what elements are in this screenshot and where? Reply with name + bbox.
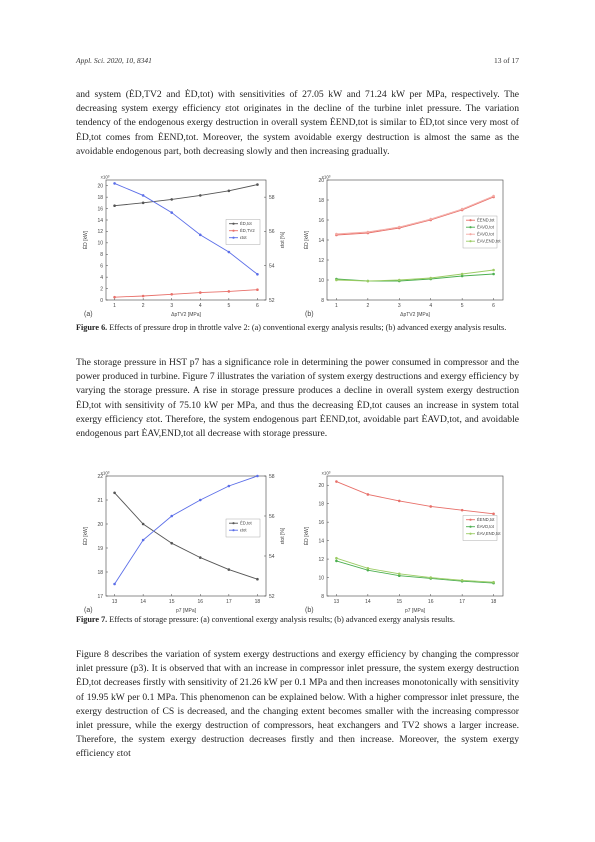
x-tick-label: 13: [333, 599, 340, 605]
y-tick-label: 18: [318, 197, 324, 204]
data-point: [199, 291, 202, 294]
panel-label: (a): [84, 311, 93, 318]
data-point: [228, 290, 231, 293]
data-point: [113, 583, 116, 586]
legend-entry: ĖD,TV2: [240, 228, 255, 233]
data-point: [170, 293, 173, 296]
data-point: [256, 273, 259, 276]
y2-tick-label: 56: [269, 513, 275, 520]
data-point: [199, 194, 202, 197]
x-tick-label: 2: [141, 303, 145, 309]
figure-6b-chart: [299, 172, 517, 322]
data-point: [429, 218, 432, 221]
figure-7a-chart: [78, 468, 296, 618]
data-point: [142, 194, 145, 197]
data-point: [429, 576, 432, 579]
x-tick-label: 3: [397, 303, 401, 309]
data-point: [367, 231, 370, 234]
legend-entry: εtot: [240, 527, 247, 533]
figure-7b-chart: [299, 468, 517, 618]
figure-6: [76, 172, 519, 322]
data-point: [367, 493, 370, 496]
y-tick-label: 21: [97, 497, 103, 504]
y-axis-label: ĖD [kW]: [304, 526, 310, 546]
data-point: [335, 279, 338, 282]
y-tick-label: 10: [318, 277, 324, 284]
y-tick-label: 14: [318, 538, 324, 545]
figure-6-caption: [76, 322, 519, 334]
x-tick-label: 5: [460, 303, 464, 309]
y-axis-label: ĖD [kW]: [83, 526, 89, 546]
x-tick-label: 18: [254, 599, 261, 605]
figure-7-caption-label: Figure 7.: [76, 615, 108, 624]
data-point: [492, 273, 495, 276]
y-tick-label: 20: [318, 483, 324, 490]
data-point: [228, 568, 231, 571]
data-point: [199, 499, 202, 502]
data-point: [142, 539, 145, 542]
legend-marker: [469, 526, 471, 528]
data-point: [142, 523, 145, 526]
x-tick-label: 15: [396, 599, 403, 605]
data-point: [170, 515, 173, 518]
legend-entry: ĖEND,tot: [477, 217, 495, 223]
data-point: [429, 505, 432, 508]
legend-marker: [232, 223, 234, 225]
x-tick-label: 2: [366, 303, 370, 309]
data-point: [492, 269, 495, 272]
data-point: [492, 581, 495, 584]
x-tick-label: 1: [113, 303, 116, 309]
data-point: [228, 190, 231, 193]
data-point: [113, 492, 116, 495]
legend-marker: [469, 233, 471, 235]
y2-tick-label: 54: [269, 553, 275, 560]
y2-axis-label: εtot [%]: [280, 231, 286, 249]
data-point: [256, 288, 259, 291]
x-tick-label: 15: [168, 599, 175, 605]
x-axis-label: p7 [MPa]: [175, 608, 197, 614]
data-point: [429, 277, 432, 280]
legend-marker: [469, 219, 471, 221]
page-number: 13 of 17: [494, 56, 519, 65]
legend-marker: [232, 522, 234, 524]
x-tick-label: 17: [459, 599, 465, 605]
journal-reference: Appl. Sci. 2020, 10, 8341: [76, 56, 152, 65]
legend-entry: ĖAVD,tot: [477, 231, 494, 237]
y-tick-label: 19: [97, 545, 103, 552]
legend-marker: [232, 237, 234, 239]
y-tick-label: 18: [318, 501, 324, 508]
data-point: [398, 279, 401, 282]
data-point: [228, 251, 231, 254]
y-tick-label: 4: [100, 274, 103, 281]
figure-7-caption: [76, 614, 519, 626]
legend-marker: [232, 230, 234, 232]
y-tick-label: 8: [321, 297, 324, 304]
data-point: [398, 226, 401, 229]
legend-marker: [232, 529, 234, 531]
y2-tick-label: 58: [269, 473, 275, 480]
axis-exponent: x10³: [321, 470, 331, 476]
y-tick-label: 18: [97, 194, 103, 201]
y2-tick-label: 52: [269, 297, 275, 304]
x-tick-label: 6: [492, 303, 495, 309]
y-tick-label: 16: [97, 206, 103, 213]
data-point: [170, 542, 173, 545]
panel-label: (b): [305, 311, 314, 318]
y-tick-label: 16: [318, 217, 324, 224]
data-point: [335, 480, 338, 483]
figure-7: [76, 468, 519, 618]
data-point: [461, 208, 464, 211]
y2-tick-label: 58: [269, 194, 275, 201]
data-point: [461, 579, 464, 582]
legend-entry: εtot: [240, 235, 247, 240]
x-axis-label: ΔpTV2 [MPa]: [400, 312, 430, 318]
figure-6a-chart: [78, 172, 296, 322]
data-point: [113, 296, 116, 299]
y2-tick-label: 52: [269, 593, 275, 600]
data-point: [492, 513, 495, 516]
data-point: [461, 509, 464, 512]
data-point: [492, 195, 495, 198]
legend-entry: ĖEND,tot: [477, 517, 495, 522]
data-point: [256, 183, 259, 186]
data-point: [335, 557, 338, 560]
legend-marker: [469, 533, 471, 535]
y-tick-label: 0: [100, 297, 103, 304]
paragraph-1: and system (ĖD,TV2 and ĖD,tot) with sensitivities of 27.05 kW and 71.24 kW per MPa, respectively. The decreasing system exergy efficiency εtot originates in the decline of the turbine inlet pressure. The variation tendency of the endogenous exergy destruction in overall system ĖEND,tot is similar to ĖD,tot since very most of ĖD,tot comes from ĖEND,tot. Moreover, the system avoidable exergy destruction is almost the same as the avoidable endogenous part, both decreasing slowly and then increasing gradually.: [76, 89, 519, 157]
y-tick-label: 20: [318, 177, 324, 184]
data-point: [256, 475, 259, 478]
y-tick-label: 12: [97, 229, 103, 236]
data-point: [256, 578, 259, 581]
figure-6-caption-text: Effects of pressure drop in throttle valve 2: (a) conventional exergy analysis results; (b) advanced exergy analysis results.: [109, 323, 507, 332]
y-tick-label: 6: [100, 263, 103, 270]
data-point: [461, 273, 464, 276]
y-tick-label: 12: [318, 257, 324, 264]
legend-entry: ĖAVD,tot: [477, 224, 494, 230]
y2-tick-label: 56: [269, 229, 275, 236]
y-tick-label: 16: [318, 519, 324, 526]
x-tick-label: 4: [429, 303, 433, 309]
paragraph-2: The storage pressure in HST p7 has a significance role in determining the power consumed in compressor and the power produced in turbine. Figure 7 illustrates the variation of system exergy destructions and exergy efficiency by varying the storage pressure. A rise in storage pressure produces a decline in overall system exergy destruction ĖD,tot with sensitivity of 75.10 kW per MPa, and thus the decreasing ĖD,tot causes an increase in system total exergy efficiency εtot. Therefore, the system endogenous part ĖEND,tot, avoidable part ĖAVD,tot, and avoidable endogenous part ĖAV,END,tot all decrease with storage pressure.: [76, 357, 519, 440]
y-tick-label: 22: [97, 473, 103, 480]
data-point: [398, 573, 401, 576]
axis-exponent: x10³: [100, 174, 110, 180]
legend-entry: ĖD,tot: [240, 520, 252, 526]
y-tick-label: 10: [318, 575, 324, 582]
data-point: [113, 204, 116, 207]
panel-label: (a): [84, 607, 93, 614]
page-header: [76, 56, 519, 65]
x-tick-label: 13: [111, 599, 118, 605]
figure-7-caption-text: Effects of storage pressure: (a) conventional exergy analysis results; (b) advanced exergy analysis results.: [109, 615, 455, 624]
legend-entry: ĖAV,END,tot: [477, 531, 501, 536]
data-point: [228, 485, 231, 488]
x-tick-label: 14: [365, 599, 371, 605]
y-tick-label: 14: [97, 217, 103, 224]
y-tick-label: 18: [97, 569, 103, 576]
legend-marker: [469, 240, 471, 242]
paragraph-3: Figure 8 describes the variation of system exergy destructions and exergy efficiency by changing the compressor inlet pressure (p3). It is observed that with an increase in compressor inlet pressure, the system exergy destruction ĖD,tot decreases firstly with sensitivity of 21.26 kW per 0.1 MPa and then increases monotonically with sensitivity of 19.95 kW per 0.1 MPa. This phenomenon can be explained below. With a higher compressor inlet pressure, the exergy destruction of CS is decreased, and the changing extent becomes smaller with the increasing compressor inlet pressure, while the exergy destruction of compressors, heat exchangers and TV2 shows a larger increase. Therefore, the system exergy destruction decreases firstly and then increase. Moreover, the system exergy efficiency εtot: [76, 649, 519, 760]
data-point: [170, 198, 173, 201]
x-tick-label: 16: [427, 599, 434, 605]
x-tick-label: 4: [198, 303, 202, 309]
legend-entry: ĖAVD,tot: [477, 524, 494, 529]
x-tick-label: 6: [256, 303, 259, 309]
data-point: [142, 202, 145, 205]
legend-marker: [469, 519, 471, 521]
x-tick-label: 17: [226, 599, 232, 605]
axis-exponent: x10³: [100, 470, 110, 476]
legend-entry: ĖAV,END,tot: [477, 238, 501, 244]
y-tick-label: 20: [97, 183, 103, 190]
data-point: [398, 500, 401, 503]
y2-axis-label: εtot [%]: [280, 527, 286, 545]
data-point: [113, 182, 116, 185]
data-point: [335, 233, 338, 236]
y-tick-label: 2: [100, 286, 103, 293]
y-tick-label: 20: [97, 521, 103, 528]
y-tick-label: 12: [318, 556, 324, 563]
data-point: [199, 556, 202, 559]
x-tick-label: 3: [170, 303, 174, 309]
data-point: [170, 211, 173, 214]
legend-entry: ĖD,tot: [240, 221, 252, 226]
data-point: [142, 295, 145, 298]
x-tick-label: 5: [227, 303, 231, 309]
x-tick-label: 18: [490, 599, 497, 605]
axis-exponent: x10³: [321, 174, 331, 180]
data-point: [367, 567, 370, 570]
x-tick-label: 16: [197, 599, 204, 605]
data-point: [367, 280, 370, 283]
data-point: [335, 560, 338, 563]
x-axis-label: ΔpTV2 [MPa]: [171, 312, 201, 318]
figure-6-caption-label: Figure 6.: [76, 323, 108, 332]
y-tick-label: 14: [318, 237, 324, 244]
panel-label: (b): [305, 607, 314, 614]
y-axis-label: ĖD [kW]: [304, 230, 310, 250]
x-axis-label: p7 [MPa]: [404, 608, 426, 614]
data-point: [199, 234, 202, 237]
y2-tick-label: 54: [269, 263, 275, 270]
y-tick-label: 8: [100, 252, 103, 259]
y-axis-label: ĖD [kW]: [83, 230, 89, 250]
y-tick-label: 17: [97, 593, 103, 600]
x-tick-label: 14: [140, 599, 146, 605]
legend-marker: [469, 226, 471, 228]
y-tick-label: 10: [97, 240, 103, 247]
y-tick-label: 8: [321, 593, 324, 600]
x-tick-label: 1: [335, 303, 338, 309]
